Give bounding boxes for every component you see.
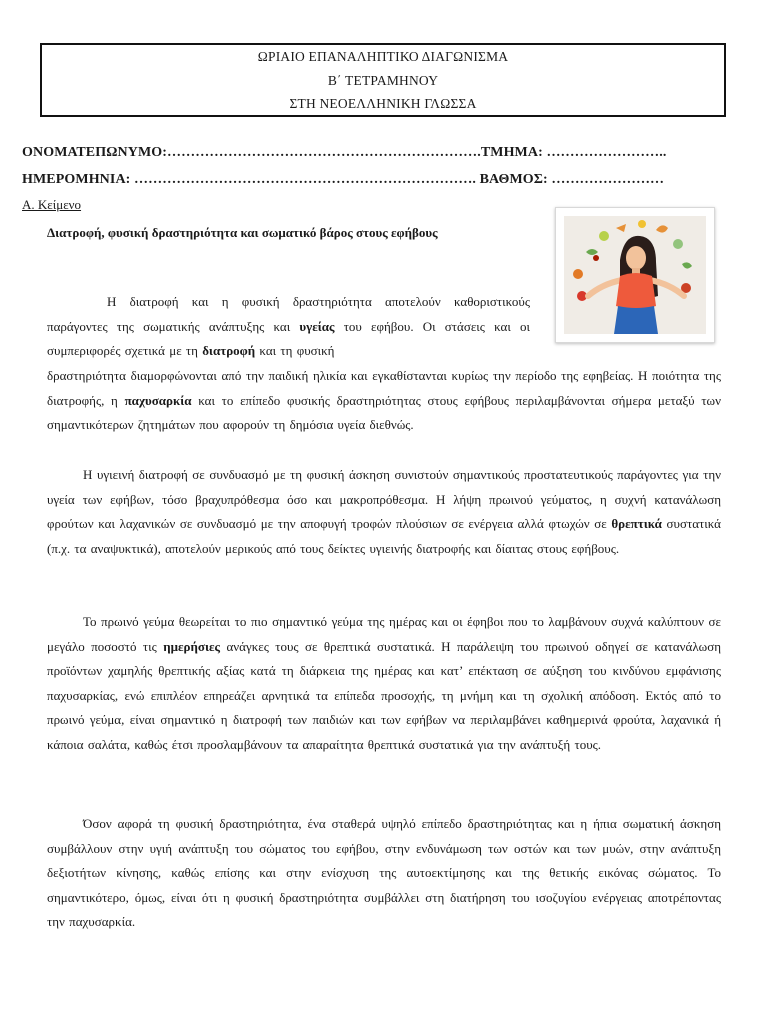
exam-title-line2: Β΄ ΤΕΤΡΑΜΗΝΟΥ: [327, 72, 439, 88]
section-label: Α. Κείμενο: [22, 197, 82, 212]
paragraph-1-text-b: του εφήβου. Οι στάσεις και οι συμπεριφορές σχετικά με τη: [47, 318, 530, 359]
paragraph-4-text: Όσον αφορά τη φυσική δραστηριότητα, ένα σταθερά υψηλό επίπεδο δραστηριότητας και η ήπια σωματική άσκηση συμβάλλουν στην υγιή ανάπτυξη του σώματος του εφήβου, στην ενδυνάμωση των οστών και των μυών, στην ανάπτυξη δεξιοτήτων κίνησης, καθώς επίσης και στην ενίσχυση της αυτοεκτίμησης και της θετικής εικόνας σώματος. Το σημαντικότερο, όμως, είναι ότι η φυσική δραστηριότητα συμβάλλει στη διατήρηση του ισοζυγίου ενέργειας αποτρέποντας την παχυσαρκία.: [47, 816, 721, 930]
exam-date-line: ΗΜΕΡΟΜΗΝΙΑ: ………………………………………………………………. ΒΑΘΜΟΣ: ……………………: [22, 172, 665, 187]
paragraph-1-continued: [47, 364, 721, 438]
paragraph-2-text-b: συστατικά (π.χ. τα αναψυκτικά), αποτελούν μερικούς από τους δείκτες υγιεινής διατροφής και δίαιτας στους εφήβους.: [47, 516, 721, 556]
illustration-image: [555, 207, 715, 343]
article-title: Διατροφή, φυσική δραστηριότητα και σωματικό βάρος στους εφήβους: [47, 225, 438, 240]
paragraph-1-text-c: και τη φυσική: [255, 343, 335, 359]
exam-title-line3: ΣΤΗ ΝΕΟΕΛΛΗΝΙΚΗ ΓΛΩΣΣΑ: [289, 96, 477, 111]
exam-title-line1: ΩΡΙΑΙΟ ΕΠΑΝΑΛΗΠΤΙΚΟ ΔΙΑΓΩΝΙΣΜΑ: [257, 49, 509, 64]
paragraph-4: [47, 812, 721, 935]
paragraph-2: [47, 463, 721, 561]
paragraph-1: [47, 290, 530, 364]
bold-term-obesity: παχυσαρκία: [124, 392, 192, 408]
bold-term-daily: ημερήσιες: [163, 638, 221, 654]
paragraph-3-text-b: ανάγκες τους σε θρεπτικά συστατικά. Η παράλειψη του πρωινού οδηγεί σε κατανάλωση προϊόντων χαμηλής θρεπτικής αξίας κατά τη διάρκεια της ημέρας και κατ’ επέκταση σε αύξηση του κινδύνου εμφάνισης παχυσαρκίας, ενώ επιπλέον επηρεάζει αρνητικά τα επίπεδα προσοχής, τη μνήμη και τη σχολική απόδοση. Εκτός από το πρωινό γεύμα, είναι σημαντικό η διατροφή των παιδιών και των εφήβων να περιλαμβάνει καθημερινά φρούτα, λαχανικά ή κάποια σαλάτα, καθώς έτσι προσλαμβάνουν τα απαραίτητα θρεπτικά συστατικά για την ανάπτυξή τους.: [47, 638, 722, 752]
bold-term-diet: διατροφή: [202, 343, 256, 359]
student-name-line: ΟΝΟΜΑΤΕΠΩΝΥΜΟ:………………………………………………………….ΤΜΗΜΑ: ……………………..: [22, 145, 667, 160]
paragraph-2-text-a: Η υγιεινή διατροφή σε συνδυασμό με τη φυσική άσκηση συνιστούν σημαντικούς προστατευτικούς παράγοντες για την υγεία των εφήβων, τόσο βραχυπρόθεσμα όσο και μακροπρόθεσμα. Η λήψη πρωινού γεύματος, η συχνή κατανάλωση φρούτων και λαχανικών σε συνδυασμό με την αποφυγή τροφών πλούσιων σε ενέργεια αλλά φτωχών σε: [47, 467, 721, 532]
bold-term-nutrients: θρεπτικά: [611, 516, 662, 532]
exam-header-box: [40, 43, 726, 117]
bold-term-health: υγείας: [299, 318, 335, 334]
paragraph-1-text-a: Η διατροφή και η φυσική δραστηριότητα αποτελούν καθοριστικούς παράγοντες της σωματικής ανάπτυξης και: [47, 294, 530, 334]
woman-juggling-food-icon: [556, 208, 714, 342]
paragraph-1-cont-text-b: και το επίπεδο φυσικής δραστηριότητας στους εφήβους περιλαμβάνονται σήμερα μεταξύ των σημαντικότερων ζητημάτων που αφορούν τη δημόσια υγεία διεθνώς.: [47, 392, 721, 433]
paragraph-3: [47, 610, 721, 758]
paragraph-3-text-a: Το πρωινό γεύμα θεωρείται το πιο σημαντικό γεύμα της ημέρας και οι έφηβοι που το λαμβάνουν συχνά καλύπτουν σε μεγάλο ποσοστό τις: [47, 614, 721, 654]
paragraph-1-cont-text-a: δραστηριότητα διαμορφώνονται από την παιδική ηλικία και εγκαθίστανται κυρίως την περίοδο της εφηβείας. Η ποιότητα της διατροφής, η: [47, 368, 721, 408]
